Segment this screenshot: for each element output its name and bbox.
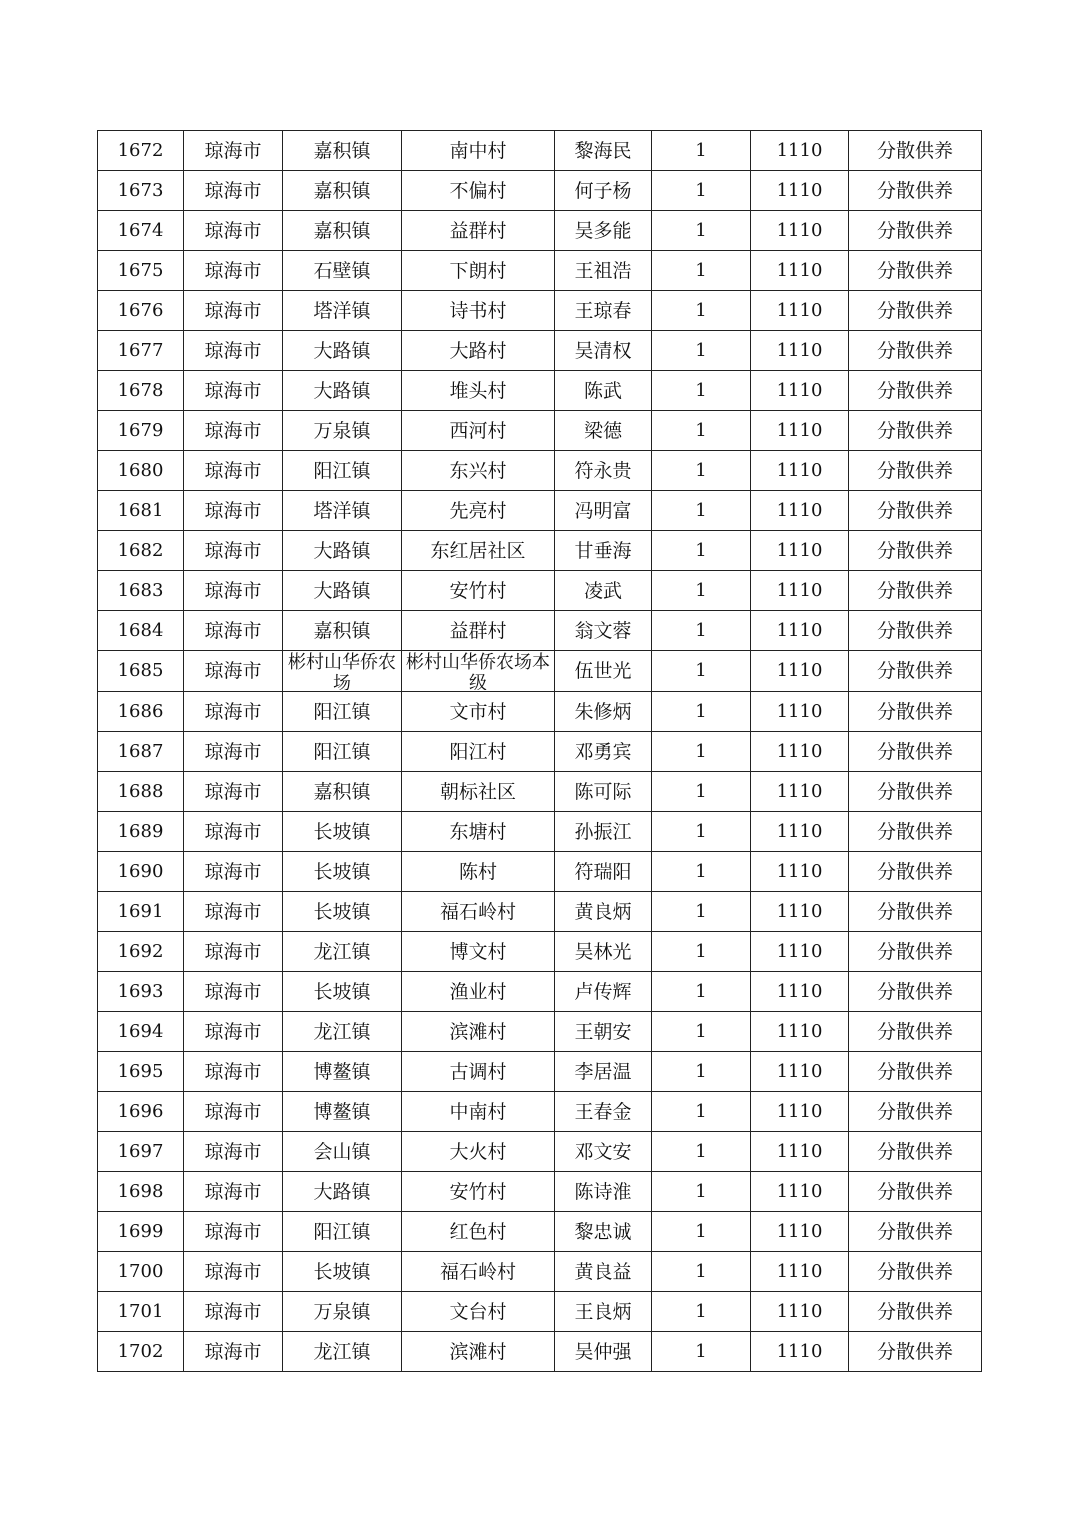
village-cell: 滨滩村 [402, 1332, 555, 1372]
city-cell: 琼海市 [184, 772, 283, 812]
town-cell [283, 651, 402, 692]
city-cell: 琼海市 [184, 972, 283, 1012]
table-row [98, 651, 982, 692]
village-cell: 阳江村 [402, 732, 555, 772]
count-cell: 1 [652, 131, 751, 171]
table-row [98, 932, 982, 972]
serial-number-cell: 1686 [98, 692, 184, 732]
table-row [98, 491, 982, 531]
town-cell: 长坡镇 [283, 972, 402, 1012]
city-cell: 琼海市 [184, 651, 283, 692]
support-type-cell: 分散供养 [849, 171, 982, 211]
amount-cell: 1110 [751, 692, 849, 732]
name-cell: 孙振江 [555, 812, 652, 852]
serial-number-cell: 1677 [98, 331, 184, 371]
serial-number-cell: 1693 [98, 972, 184, 1012]
serial-number-cell: 1681 [98, 491, 184, 531]
town-cell: 长坡镇 [283, 1252, 402, 1292]
city-cell: 琼海市 [184, 131, 283, 171]
table-row [98, 1092, 982, 1132]
name-cell: 王良炳 [555, 1292, 652, 1332]
table-body [98, 131, 982, 1372]
count-cell: 1 [652, 1052, 751, 1092]
support-type-cell: 分散供养 [849, 1332, 982, 1372]
city-cell: 琼海市 [184, 451, 283, 491]
city-cell: 琼海市 [184, 812, 283, 852]
support-type-cell: 分散供养 [849, 291, 982, 331]
amount-cell: 1110 [751, 411, 849, 451]
count-cell: 1 [652, 732, 751, 772]
city-cell: 琼海市 [184, 171, 283, 211]
name-cell: 何子杨 [555, 171, 652, 211]
town-cell: 阳江镇 [283, 451, 402, 491]
name-cell: 黄良益 [555, 1252, 652, 1292]
city-cell: 琼海市 [184, 611, 283, 651]
serial-number-cell: 1675 [98, 251, 184, 291]
village-cell: 诗书村 [402, 291, 555, 331]
serial-number-cell: 1700 [98, 1252, 184, 1292]
serial-number-cell: 1672 [98, 131, 184, 171]
serial-number-cell: 1698 [98, 1172, 184, 1212]
village-cell: 陈村 [402, 852, 555, 892]
city-cell: 琼海市 [184, 531, 283, 571]
village-cell: 安竹村 [402, 1172, 555, 1212]
village-cell: 东红居社区 [402, 531, 555, 571]
serial-number-cell: 1691 [98, 892, 184, 932]
table-row [98, 1012, 982, 1052]
town-cell: 嘉积镇 [283, 131, 402, 171]
name-cell: 吴仲强 [555, 1332, 652, 1372]
serial-number-cell: 1683 [98, 571, 184, 611]
city-cell: 琼海市 [184, 491, 283, 531]
town-cell: 嘉积镇 [283, 211, 402, 251]
village-cell: 博文村 [402, 932, 555, 972]
serial-number-cell: 1699 [98, 1212, 184, 1252]
serial-number-cell: 1701 [98, 1292, 184, 1332]
city-cell: 琼海市 [184, 371, 283, 411]
town-cell: 会山镇 [283, 1132, 402, 1172]
town-cell: 大路镇 [283, 571, 402, 611]
support-type-cell: 分散供养 [849, 772, 982, 812]
count-cell: 1 [652, 611, 751, 651]
table-row [98, 571, 982, 611]
cell-text: 彬村山华侨农场本级 [406, 652, 550, 690]
count-cell: 1 [652, 1012, 751, 1052]
name-cell: 邓文安 [555, 1132, 652, 1172]
town-cell: 万泉镇 [283, 1292, 402, 1332]
town-cell: 嘉积镇 [283, 611, 402, 651]
village-cell: 福石岭村 [402, 892, 555, 932]
village-cell: 红色村 [402, 1212, 555, 1252]
amount-cell: 1110 [751, 972, 849, 1012]
village-cell: 下朗村 [402, 251, 555, 291]
support-type-cell: 分散供养 [849, 651, 982, 692]
city-cell: 琼海市 [184, 1052, 283, 1092]
table-row [98, 1252, 982, 1292]
town-cell: 阳江镇 [283, 1212, 402, 1252]
support-type-cell: 分散供养 [849, 371, 982, 411]
village-cell: 东兴村 [402, 451, 555, 491]
table-row [98, 1292, 982, 1332]
amount-cell: 1110 [751, 131, 849, 171]
city-cell: 琼海市 [184, 411, 283, 451]
village-cell [402, 651, 555, 692]
city-cell: 琼海市 [184, 852, 283, 892]
table-row [98, 1332, 982, 1372]
amount-cell: 1110 [751, 932, 849, 972]
support-type-cell: 分散供养 [849, 571, 982, 611]
count-cell: 1 [652, 251, 751, 291]
amount-cell: 1110 [751, 651, 849, 692]
town-cell: 嘉积镇 [283, 171, 402, 211]
serial-number-cell: 1687 [98, 732, 184, 772]
name-cell: 邓勇宾 [555, 732, 652, 772]
town-cell: 大路镇 [283, 1172, 402, 1212]
name-cell: 陈诗淮 [555, 1172, 652, 1212]
count-cell: 1 [652, 531, 751, 571]
table-row [98, 1052, 982, 1092]
cell-text: 彬村山华侨农场 [288, 652, 396, 690]
count-cell: 1 [652, 171, 751, 211]
serial-number-cell: 1695 [98, 1052, 184, 1092]
town-cell: 万泉镇 [283, 411, 402, 451]
town-cell: 大路镇 [283, 331, 402, 371]
count-cell: 1 [652, 1292, 751, 1332]
amount-cell: 1110 [751, 1132, 849, 1172]
town-cell: 塔洋镇 [283, 291, 402, 331]
count-cell: 1 [652, 1252, 751, 1292]
support-type-cell: 分散供养 [849, 131, 982, 171]
amount-cell: 1110 [751, 1172, 849, 1212]
count-cell: 1 [652, 1092, 751, 1132]
table-row [98, 131, 982, 171]
table-row [98, 451, 982, 491]
amount-cell: 1110 [751, 1012, 849, 1052]
village-cell: 东塘村 [402, 812, 555, 852]
table-row [98, 852, 982, 892]
support-type-cell: 分散供养 [849, 892, 982, 932]
count-cell: 1 [652, 651, 751, 692]
amount-cell: 1110 [751, 371, 849, 411]
name-cell: 卢传辉 [555, 972, 652, 1012]
village-cell: 安竹村 [402, 571, 555, 611]
village-cell: 福石岭村 [402, 1252, 555, 1292]
town-cell: 阳江镇 [283, 732, 402, 772]
count-cell: 1 [652, 491, 751, 531]
name-cell: 梁德 [555, 411, 652, 451]
support-type-cell: 分散供养 [849, 211, 982, 251]
town-cell: 龙江镇 [283, 932, 402, 972]
table-row [98, 211, 982, 251]
count-cell: 1 [652, 1212, 751, 1252]
amount-cell: 1110 [751, 571, 849, 611]
village-cell: 朝标社区 [402, 772, 555, 812]
serial-number-cell: 1684 [98, 611, 184, 651]
village-cell: 西河村 [402, 411, 555, 451]
table-row [98, 1132, 982, 1172]
table-row [98, 1172, 982, 1212]
serial-number-cell: 1678 [98, 371, 184, 411]
town-cell: 大路镇 [283, 371, 402, 411]
name-cell: 朱修炳 [555, 692, 652, 732]
support-type-cell: 分散供养 [849, 331, 982, 371]
city-cell: 琼海市 [184, 1012, 283, 1052]
serial-number-cell: 1688 [98, 772, 184, 812]
name-cell: 甘垂海 [555, 531, 652, 571]
support-type-cell: 分散供养 [849, 1292, 982, 1332]
support-type-cell: 分散供养 [849, 251, 982, 291]
serial-number-cell: 1682 [98, 531, 184, 571]
support-type-cell: 分散供养 [849, 451, 982, 491]
name-cell: 王祖浩 [555, 251, 652, 291]
amount-cell: 1110 [751, 852, 849, 892]
village-cell: 文台村 [402, 1292, 555, 1332]
support-type-cell: 分散供养 [849, 1092, 982, 1132]
table-row [98, 411, 982, 451]
support-type-cell: 分散供养 [849, 531, 982, 571]
city-cell: 琼海市 [184, 932, 283, 972]
city-cell: 琼海市 [184, 732, 283, 772]
count-cell: 1 [652, 932, 751, 972]
count-cell: 1 [652, 331, 751, 371]
village-cell: 益群村 [402, 611, 555, 651]
village-cell: 渔业村 [402, 972, 555, 1012]
town-cell: 长坡镇 [283, 892, 402, 932]
serial-number-cell: 1689 [98, 812, 184, 852]
city-cell: 琼海市 [184, 1332, 283, 1372]
count-cell: 1 [652, 972, 751, 1012]
city-cell: 琼海市 [184, 1132, 283, 1172]
amount-cell: 1110 [751, 171, 849, 211]
support-type-cell: 分散供养 [849, 1052, 982, 1092]
amount-cell: 1110 [751, 1252, 849, 1292]
support-type-cell: 分散供养 [849, 1252, 982, 1292]
count-cell: 1 [652, 411, 751, 451]
city-cell: 琼海市 [184, 692, 283, 732]
table-row [98, 531, 982, 571]
count-cell: 1 [652, 1172, 751, 1212]
amount-cell: 1110 [751, 451, 849, 491]
amount-cell: 1110 [751, 331, 849, 371]
amount-cell: 1110 [751, 1212, 849, 1252]
name-cell: 伍世光 [555, 651, 652, 692]
serial-number-cell: 1696 [98, 1092, 184, 1132]
count-cell: 1 [652, 1332, 751, 1372]
support-type-cell: 分散供养 [849, 732, 982, 772]
city-cell: 琼海市 [184, 892, 283, 932]
table-row [98, 692, 982, 732]
town-cell: 阳江镇 [283, 692, 402, 732]
name-cell: 王朝安 [555, 1012, 652, 1052]
amount-cell: 1110 [751, 211, 849, 251]
support-type-cell: 分散供养 [849, 692, 982, 732]
support-type-cell: 分散供养 [849, 812, 982, 852]
amount-cell: 1110 [751, 1332, 849, 1372]
name-cell: 王琼春 [555, 291, 652, 331]
support-type-cell: 分散供养 [849, 852, 982, 892]
village-cell: 堆头村 [402, 371, 555, 411]
support-type-cell: 分散供养 [849, 972, 982, 1012]
town-cell: 长坡镇 [283, 812, 402, 852]
city-cell: 琼海市 [184, 291, 283, 331]
city-cell: 琼海市 [184, 211, 283, 251]
town-cell: 大路镇 [283, 531, 402, 571]
town-cell: 石壁镇 [283, 251, 402, 291]
city-cell: 琼海市 [184, 251, 283, 291]
count-cell: 1 [652, 812, 751, 852]
town-cell: 龙江镇 [283, 1332, 402, 1372]
count-cell: 1 [652, 852, 751, 892]
town-cell: 塔洋镇 [283, 491, 402, 531]
amount-cell: 1110 [751, 251, 849, 291]
serial-number-cell: 1690 [98, 852, 184, 892]
table-row [98, 812, 982, 852]
table-row [98, 611, 982, 651]
table-row [98, 892, 982, 932]
count-cell: 1 [652, 371, 751, 411]
amount-cell: 1110 [751, 732, 849, 772]
support-type-cell: 分散供养 [849, 411, 982, 451]
support-type-cell: 分散供养 [849, 1132, 982, 1172]
amount-cell: 1110 [751, 291, 849, 331]
serial-number-cell: 1697 [98, 1132, 184, 1172]
city-cell: 琼海市 [184, 1252, 283, 1292]
amount-cell: 1110 [751, 1052, 849, 1092]
serial-number-cell: 1702 [98, 1332, 184, 1372]
table-row [98, 772, 982, 812]
table-row [98, 291, 982, 331]
serial-number-cell: 1685 [98, 651, 184, 692]
amount-cell: 1110 [751, 812, 849, 852]
village-cell: 大火村 [402, 1132, 555, 1172]
village-cell: 不偏村 [402, 171, 555, 211]
support-type-cell: 分散供养 [849, 932, 982, 972]
amount-cell: 1110 [751, 611, 849, 651]
name-cell: 冯明富 [555, 491, 652, 531]
count-cell: 1 [652, 1132, 751, 1172]
support-type-cell: 分散供养 [849, 611, 982, 651]
name-cell: 黎忠诚 [555, 1212, 652, 1252]
city-cell: 琼海市 [184, 571, 283, 611]
count-cell: 1 [652, 571, 751, 611]
village-cell: 益群村 [402, 211, 555, 251]
city-cell: 琼海市 [184, 1172, 283, 1212]
serial-number-cell: 1694 [98, 1012, 184, 1052]
count-cell: 1 [652, 892, 751, 932]
amount-cell: 1110 [751, 1092, 849, 1132]
support-type-cell: 分散供养 [849, 1172, 982, 1212]
serial-number-cell: 1679 [98, 411, 184, 451]
city-cell: 琼海市 [184, 1292, 283, 1332]
village-cell: 先亮村 [402, 491, 555, 531]
village-cell: 滨滩村 [402, 1012, 555, 1052]
amount-cell: 1110 [751, 772, 849, 812]
count-cell: 1 [652, 291, 751, 331]
name-cell: 黄良炳 [555, 892, 652, 932]
village-cell: 中南村 [402, 1092, 555, 1132]
name-cell: 吴多能 [555, 211, 652, 251]
city-cell: 琼海市 [184, 1092, 283, 1132]
count-cell: 1 [652, 772, 751, 812]
amount-cell: 1110 [751, 491, 849, 531]
name-cell: 吴清权 [555, 331, 652, 371]
amount-cell: 1110 [751, 892, 849, 932]
town-cell: 长坡镇 [283, 852, 402, 892]
amount-cell: 1110 [751, 531, 849, 571]
city-cell: 琼海市 [184, 331, 283, 371]
town-cell: 博鳌镇 [283, 1052, 402, 1092]
support-type-cell: 分散供养 [849, 491, 982, 531]
name-cell: 王春金 [555, 1092, 652, 1132]
town-cell: 龙江镇 [283, 1012, 402, 1052]
table-row [98, 371, 982, 411]
name-cell: 符永贵 [555, 451, 652, 491]
table-row [98, 972, 982, 1012]
serial-number-cell: 1680 [98, 451, 184, 491]
village-cell: 南中村 [402, 131, 555, 171]
table-row [98, 732, 982, 772]
count-cell: 1 [652, 211, 751, 251]
count-cell: 1 [652, 451, 751, 491]
serial-number-cell: 1692 [98, 932, 184, 972]
table-row [98, 251, 982, 291]
table-row [98, 331, 982, 371]
name-cell: 翁文蓉 [555, 611, 652, 651]
relief-roster-table [97, 130, 982, 1372]
name-cell: 符瑞阳 [555, 852, 652, 892]
village-cell: 大路村 [402, 331, 555, 371]
name-cell: 陈武 [555, 371, 652, 411]
name-cell: 吴林光 [555, 932, 652, 972]
amount-cell: 1110 [751, 1292, 849, 1332]
village-cell: 文市村 [402, 692, 555, 732]
serial-number-cell: 1674 [98, 211, 184, 251]
town-cell: 嘉积镇 [283, 772, 402, 812]
name-cell: 李居温 [555, 1052, 652, 1092]
name-cell: 黎海民 [555, 131, 652, 171]
count-cell: 1 [652, 692, 751, 732]
village-cell: 古调村 [402, 1052, 555, 1092]
table-row [98, 1212, 982, 1252]
support-type-cell: 分散供养 [849, 1012, 982, 1052]
table-row [98, 171, 982, 211]
name-cell: 陈可际 [555, 772, 652, 812]
name-cell: 凌武 [555, 571, 652, 611]
city-cell: 琼海市 [184, 1212, 283, 1252]
serial-number-cell: 1676 [98, 291, 184, 331]
serial-number-cell: 1673 [98, 171, 184, 211]
support-type-cell: 分散供养 [849, 1212, 982, 1252]
town-cell: 博鳌镇 [283, 1092, 402, 1132]
